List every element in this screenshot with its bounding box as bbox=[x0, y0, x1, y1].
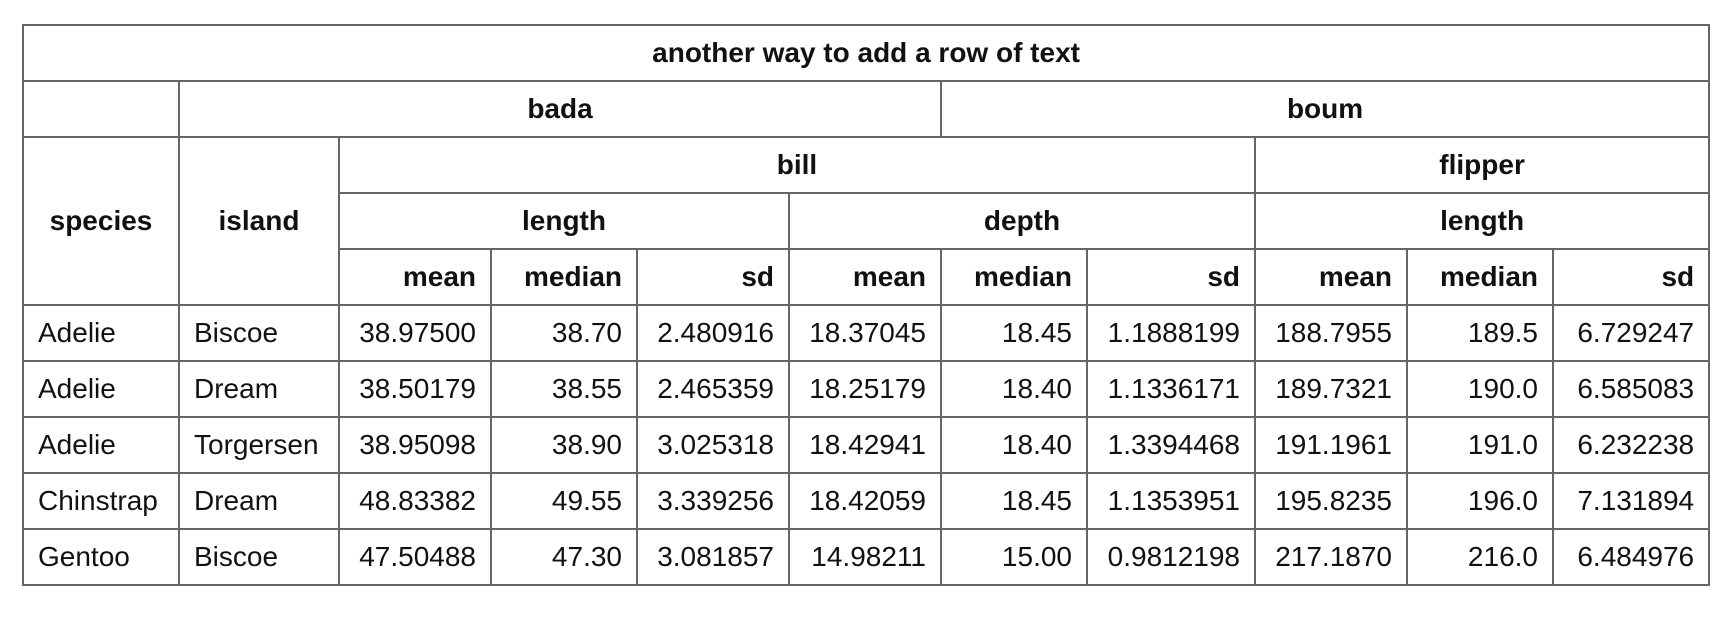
table-cell: 195.8235 bbox=[1255, 473, 1407, 529]
table-cell: 38.90 bbox=[491, 417, 637, 473]
table-container bbox=[22, 24, 1710, 586]
group-header-bill-length: length bbox=[339, 193, 789, 249]
table-cell: 191.1961 bbox=[1255, 417, 1407, 473]
column-header: sd bbox=[637, 249, 789, 305]
table-cell: Dream bbox=[179, 473, 339, 529]
table-cell: 189.5 bbox=[1407, 305, 1553, 361]
table-cell: 217.1870 bbox=[1255, 529, 1407, 585]
table-cell: Adelie bbox=[23, 417, 179, 473]
table-cell: Adelie bbox=[23, 361, 179, 417]
header-species: species bbox=[23, 137, 179, 305]
column-header: median bbox=[1407, 249, 1553, 305]
summary-table bbox=[22, 24, 1710, 586]
table-cell: Chinstrap bbox=[23, 473, 179, 529]
table-cell: 6.232238 bbox=[1553, 417, 1709, 473]
table-cell: 18.45 bbox=[941, 305, 1087, 361]
table-cell: Dream bbox=[179, 361, 339, 417]
column-header: sd bbox=[1087, 249, 1255, 305]
top-group-row bbox=[23, 81, 1709, 137]
column-header: mean bbox=[789, 249, 941, 305]
table-cell: 1.3394468 bbox=[1087, 417, 1255, 473]
table-cell: Gentoo bbox=[23, 529, 179, 585]
table-cell: Adelie bbox=[23, 305, 179, 361]
table-cell: 18.37045 bbox=[789, 305, 941, 361]
table-cell: 196.0 bbox=[1407, 473, 1553, 529]
table-cell: Biscoe bbox=[179, 305, 339, 361]
table-cell: 216.0 bbox=[1407, 529, 1553, 585]
group-header-bill: bill bbox=[339, 137, 1255, 193]
table-cell: 38.97500 bbox=[339, 305, 491, 361]
table-cell: 38.95098 bbox=[339, 417, 491, 473]
table-cell: 6.729247 bbox=[1553, 305, 1709, 361]
table-cell: 191.0 bbox=[1407, 417, 1553, 473]
table-cell: 3.339256 bbox=[637, 473, 789, 529]
group-header-bada: bada bbox=[179, 81, 941, 137]
table-cell: 38.50179 bbox=[339, 361, 491, 417]
empty-header-cell bbox=[23, 81, 179, 137]
mid-group-row bbox=[23, 137, 1709, 193]
column-header: median bbox=[491, 249, 637, 305]
table-cell: 47.30 bbox=[491, 529, 637, 585]
table-row bbox=[23, 473, 1709, 529]
column-header: mean bbox=[339, 249, 491, 305]
table-body bbox=[23, 305, 1709, 585]
table-cell: 2.465359 bbox=[637, 361, 789, 417]
table-cell: 18.40 bbox=[941, 361, 1087, 417]
column-header: median bbox=[941, 249, 1087, 305]
table-cell: 3.081857 bbox=[637, 529, 789, 585]
table-cell: 188.7955 bbox=[1255, 305, 1407, 361]
table-cell: 49.55 bbox=[491, 473, 637, 529]
table-cell: 15.00 bbox=[941, 529, 1087, 585]
table-cell: 2.480916 bbox=[637, 305, 789, 361]
table-cell: 38.55 bbox=[491, 361, 637, 417]
table-cell: 190.0 bbox=[1407, 361, 1553, 417]
table-cell: 38.70 bbox=[491, 305, 637, 361]
group-header-flipper: flipper bbox=[1255, 137, 1709, 193]
table-cell: 1.1888199 bbox=[1087, 305, 1255, 361]
table-cell: 6.484976 bbox=[1553, 529, 1709, 585]
table-cell: 189.7321 bbox=[1255, 361, 1407, 417]
group-header-bill-depth: depth bbox=[789, 193, 1255, 249]
table-cell: 3.025318 bbox=[637, 417, 789, 473]
table-cell: 18.25179 bbox=[789, 361, 941, 417]
table-cell: 18.42059 bbox=[789, 473, 941, 529]
header-island: island bbox=[179, 137, 339, 305]
table-cell: Torgersen bbox=[179, 417, 339, 473]
table-row bbox=[23, 305, 1709, 361]
table-cell: 18.45 bbox=[941, 473, 1087, 529]
table-cell: 1.1336171 bbox=[1087, 361, 1255, 417]
group-header-boum: boum bbox=[941, 81, 1709, 137]
table-cell: 14.98211 bbox=[789, 529, 941, 585]
table-cell: 1.1353951 bbox=[1087, 473, 1255, 529]
table-row bbox=[23, 361, 1709, 417]
table-row bbox=[23, 417, 1709, 473]
table-cell: 6.585083 bbox=[1553, 361, 1709, 417]
column-header: sd bbox=[1553, 249, 1709, 305]
table-cell: 7.131894 bbox=[1553, 473, 1709, 529]
table-cell: Biscoe bbox=[179, 529, 339, 585]
table-title: another way to add a row of text bbox=[23, 25, 1709, 81]
table-cell: 47.50488 bbox=[339, 529, 491, 585]
title-row bbox=[23, 25, 1709, 81]
table-cell: 0.9812198 bbox=[1087, 529, 1255, 585]
group-header-flipper-length: length bbox=[1255, 193, 1709, 249]
table-cell: 48.83382 bbox=[339, 473, 491, 529]
table-row bbox=[23, 529, 1709, 585]
table-cell: 18.40 bbox=[941, 417, 1087, 473]
column-header: mean bbox=[1255, 249, 1407, 305]
table-cell: 18.42941 bbox=[789, 417, 941, 473]
